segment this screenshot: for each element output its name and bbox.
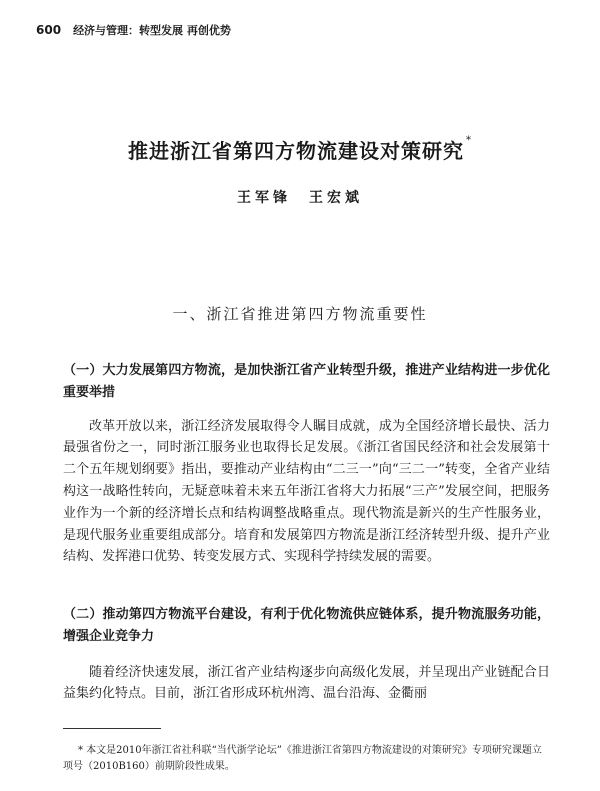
- article-authors: 王军锋 王宏斌: [237, 190, 363, 206]
- subsection-2-paragraph: 随着经济快速发展，浙江省产业结构逐步向高级化发展，并呈现出产业链配合日益集约化特点。目前，浙江省形成环杭州湾、温台沿海、金衢丽: [63, 664, 550, 702]
- article-title: [0, 135, 600, 164]
- subsection-1: [63, 360, 550, 568]
- page-number: 600: [36, 23, 62, 37]
- subsection-1-heading: （一）大力发展第四方物流，是加快浙江省产业转型升级，推进产业结构进一步优化重要举措: [63, 363, 550, 400]
- subsection-2: [63, 604, 550, 705]
- subsection-1-paragraph: 改革开放以来，浙江经济发展取得令人瞩目成就，成为全国经济增长最快、活力最强省份之一，同时浙江服务业也取得长足发展。《浙江省国民经济和社会发展第十二个五年规划纲要》指出，要推动产业结构由“二三一”向“三二一”转变，全省产业结构这一战略性转向，无疑意味着未来五年浙江省将大力拓展“三产”发展空间，把服务业作为一个新的经济增长点和结构调整战略重点。现代物流是新兴的生产性服务业，是现代服务业重要组成部分。培育和发展第四方物流是浙江经济转型升级、提升产业结构、发挥港口优势、转变发展方式、实现科学持续发展的需要。: [63, 418, 550, 565]
- running-title: 经济与管理：转型发展 再创优势: [73, 24, 231, 37]
- footnote-divider: [63, 728, 161, 729]
- subsection-2-heading: （二）推动第四方物流平台建设，有利于优化物流供应链体系，提升物流服务功能，增强企业竞争力: [63, 607, 550, 644]
- title-footnote-mark: *: [466, 135, 472, 146]
- running-header: [36, 22, 231, 38]
- article-title-text: 推进浙江省第四方物流建设对策研究: [128, 139, 464, 163]
- section-heading: 一、浙江省推进第四方物流重要性: [172, 305, 428, 323]
- footnote: * 本文是2010年浙江省社科联“当代浙学论坛”《推进浙江省第四方物流建设的对策研究》专项研究课题立项号（2010B160）前期阶段性成果。: [63, 745, 542, 772]
